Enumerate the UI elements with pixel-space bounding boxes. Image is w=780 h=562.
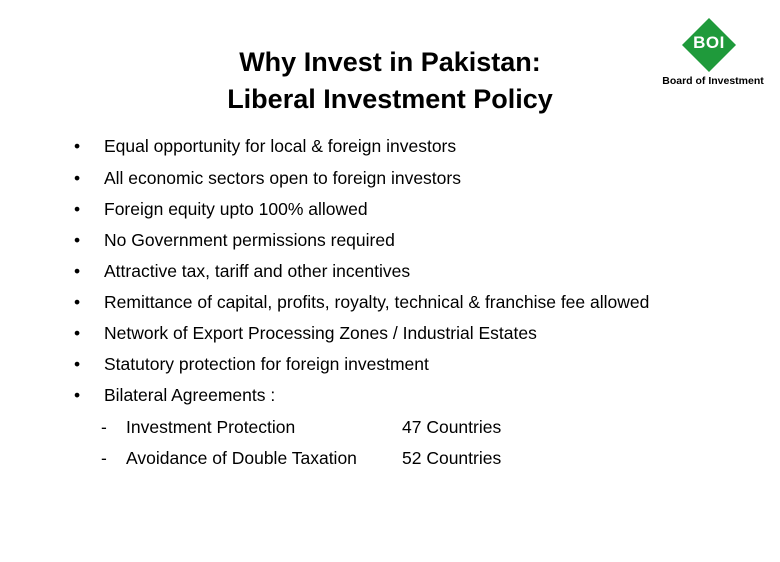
bullet-dot: • [74,292,81,312]
bullet-dot: • [74,230,81,250]
bullet-dot: • [74,385,81,405]
list-item [74,229,395,251]
agreement-label: Investment Protection [126,417,296,437]
boi-logo-abbr: BOI [693,33,725,52]
sub-item-dash: - [101,448,107,468]
bullet-dot: • [74,261,81,281]
bullet-dot: • [74,354,81,374]
boi-logo-caption: Board of Investment [662,75,764,87]
agreement-label: Avoidance of Double Taxation [126,448,357,468]
list-item [74,291,649,313]
slide-title-line-1: Why Invest in Pakistan: [239,47,541,77]
bullet-text: Attractive tax, tariff and other incentives [104,261,411,281]
list-item [74,322,537,344]
bullet-text: No Government permissions required [104,230,395,250]
agreement-count: 47 Countries [402,417,502,437]
list-item [74,167,461,189]
slide-title-line-2: Liberal Investment Policy [227,84,553,114]
list-item [74,384,275,406]
bullet-text: Equal opportunity for local & foreign investors [104,136,457,156]
agreement-row-investment-protection [101,416,501,438]
bullet-dot: • [74,136,81,156]
agreement-row-double-taxation [101,447,501,469]
list-item [74,353,429,375]
list-item [74,135,456,157]
list-item [74,260,410,282]
bullet-dot: • [74,323,81,343]
sub-item-dash: - [101,417,107,437]
agreement-count: 52 Countries [402,448,502,468]
bullet-text: Foreign equity upto 100% allowed [104,199,368,219]
bullet-text: Network of Export Processing Zones / Industrial Estates [104,323,537,343]
bullet-text: Bilateral Agreements : [104,385,276,405]
bullet-text: Statutory protection for foreign investment [104,354,429,374]
bullet-dot: • [74,168,81,188]
bullet-text: All economic sectors open to foreign investors [104,168,461,188]
bullet-text: Remittance of capital, profits, royalty, technical & franchise fee allowed [104,292,650,312]
list-item [74,198,368,220]
bullet-dot: • [74,199,81,219]
